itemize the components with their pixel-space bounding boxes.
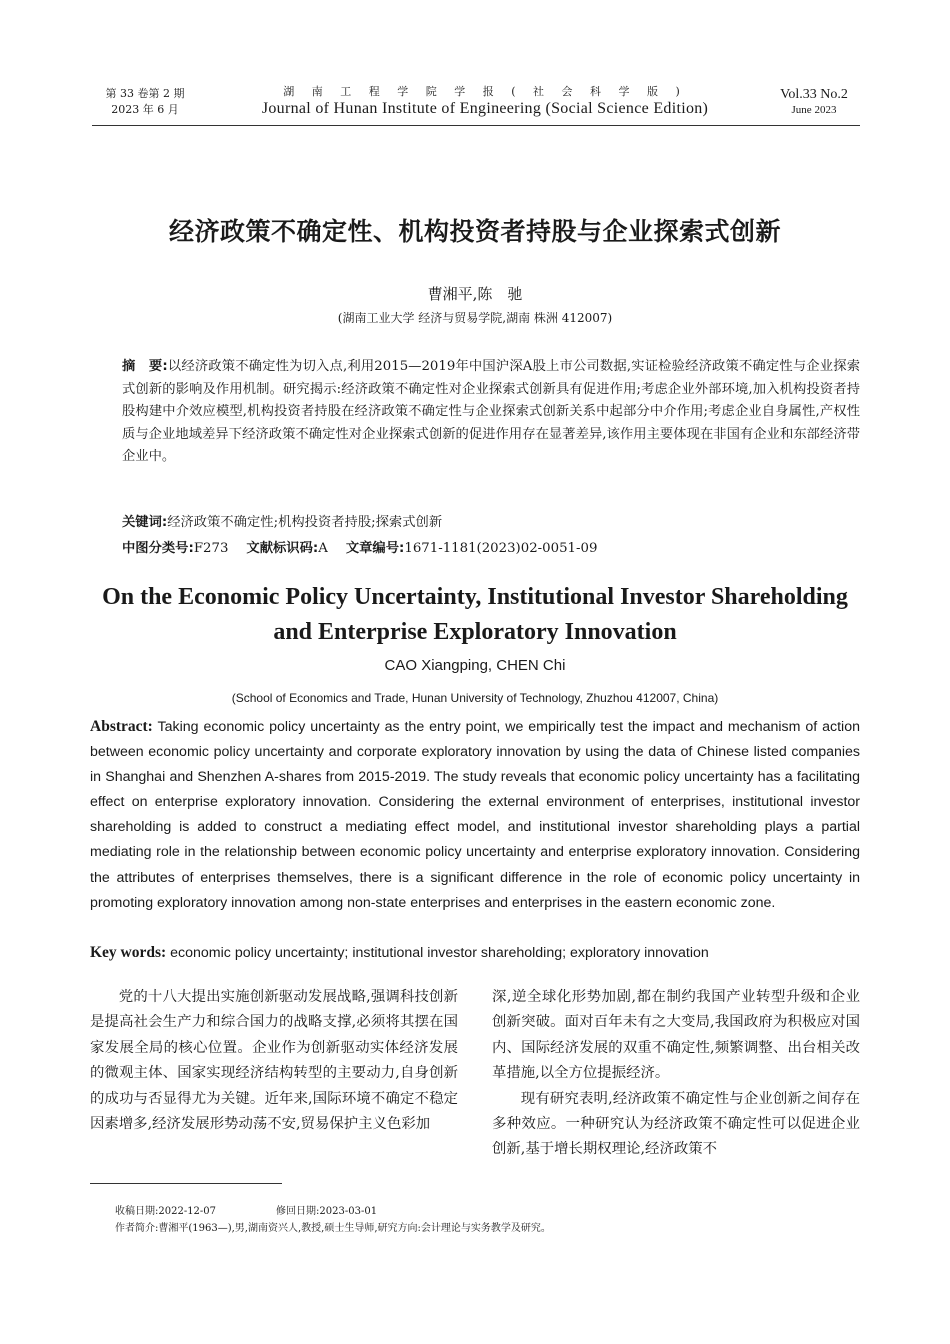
journal-issue-cn — [95, 86, 195, 118]
affiliation-en: (School of Economics and Trade, Hunan University of Technology, Zhuzhou 412007, China) — [231, 691, 719, 705]
footnote-divider — [90, 1183, 282, 1184]
issue-cn: 第 33 卷第 2 期 — [105, 87, 185, 100]
authors-en: CAO Xiangping, CHEN Chi — [384, 657, 566, 674]
header-divider — [92, 125, 860, 126]
journal-name-en: Journal of Hunan Institute of Engineering (Social Science Edition) — [261, 100, 709, 117]
date-cn: 2023 年 6 月 — [111, 103, 179, 116]
paper-title-cn: 经济政策不确定性、机构投资者持股与企业探索式创新 — [168, 217, 781, 246]
received-date: 收稿日期:2022-12-07 — [115, 1206, 217, 1217]
volume-en: Vol.33 No.2 — [780, 87, 848, 102]
revised-date: 修回日期:2023-03-01 — [276, 1206, 378, 1217]
date-en: June 2023 — [791, 104, 837, 116]
classification-line — [122, 538, 860, 560]
clc-label: 中图分类号: — [122, 541, 194, 556]
abstract-en-text: Taking economic policy uncertainty as the entry point, we empirically test the impact and mechanism of action between economic policy uncertainty and corporate exploratory innovation by using the data of Chinese listed companies in Shanghai and Shenzhen A-shares from 2015-2019. The study reveals that economic policy uncertainty has a facilitating effect on enterprise exploratory innovation. Considering the external environment of enterprises, institutional investor shareholding is added to construct a mediating effect model, and institutional investor shareholding plays a partial mediating role in the relationship between economic policy uncertainty and enterprise exploratory innovation. Considering the attributes of enterprises themselves, there is a significant difference in the role of economic policy uncertainty in promoting exploratory innovation among non-state enterprises and enterprises in the eastern economic zone. — [90, 719, 860, 911]
abstract-en-label: Abstract: — [90, 718, 153, 735]
body-paragraph: 现有研究表明,经济政策不确定性与企业创新之间存在多种效应。一种研究认为经济政策不确定性可以促进企业创新,基于增长期权理论,经济政策不 — [492, 1090, 860, 1158]
paper-title-en — [60, 580, 890, 650]
keywords-cn-label: 关键词: — [122, 515, 168, 530]
keywords-cn — [122, 512, 860, 534]
doc-code-label: 文献标识码: — [246, 541, 319, 556]
abstract-en — [90, 714, 860, 916]
body-column-left — [90, 985, 458, 1137]
abstract-cn — [122, 356, 860, 469]
body-column-right — [492, 985, 860, 1163]
author-bio: 作者简介:曹湘平(1963—),男,湖南资兴人,教授,硕士生导师,研究方向:会计理论与实务教学及研究。 — [115, 1223, 551, 1234]
authors-cn: 曹湘平,陈 驰 — [427, 285, 523, 303]
affiliation-cn: (湖南工业大学 经济与贸易学院,湖南 株洲 412007) — [337, 311, 613, 325]
article-no-value: 1671-1181(2023)02-0051-09 — [404, 541, 598, 556]
keywords-cn-text: 经济政策不确定性;机构投资者持股;探索式创新 — [167, 515, 443, 530]
doc-code-value: A — [318, 541, 328, 556]
journal-name — [230, 84, 740, 119]
footnote-dates — [115, 1203, 551, 1220]
keywords-en-label: Key words: — [90, 944, 167, 961]
article-no-label: 文章编号: — [345, 541, 405, 556]
journal-name-cn: 湖 南 工 程 学 院 学 报 ( 社 会 科 学 版 ) — [283, 85, 687, 98]
paper-title-en-line2: and Enterprise Exploratory Innovation — [273, 619, 677, 645]
abstract-cn-text: 以经济政策不确定性为切入点,利用2015—2019年中国沪深A股上市公司数据,实证检验经济政策不确定性与企业探索式创新的影响及作用机制。研究揭示:经济政策不确定性对企业探索式创新具有促进作用;考虑企业外部环境,加入机构投资者持股构建中介效应模型,机构投资者持股在经济政策不确定性与企业探索式创新关系中起部分中介作用;考虑企业自身属性,产权性质与企业地域差异下经济政策不确定性对企业探索式创新的促进作用存在显著差异,该作用主要体现在非国有企业和东部经济带企业中。 — [122, 359, 861, 464]
journal-issue-en — [770, 86, 858, 118]
clc-value: F273 — [193, 541, 229, 556]
body-paragraph: 深,逆全球化形势加剧,都在制约我国产业转型升级和企业创新突破。面对百年未有之大变局,我国政府为积极应对国内、国际经济发展的双重不确定性,频繁调整、出台相关改革措施,以全方位提振经济。 — [492, 989, 860, 1082]
paper-title-en-line1: On the Economic Policy Uncertainty, Institutional Investor Shareholding — [102, 584, 848, 610]
keywords-en-text: economic policy uncertainty; institutional investor shareholding; exploratory innovation — [170, 945, 709, 961]
footnote — [115, 1203, 551, 1237]
keywords-en — [90, 940, 860, 966]
abstract-cn-label: 摘 要: — [122, 359, 168, 374]
body-paragraph: 党的十八大提出实施创新驱动发展战略,强调科技创新是提高社会生产力和综合国力的战略支撑,必须将其摆在国家发展全局的核心位置。企业作为创新驱动实体经济发展的微观主体、国家实现经济结构转型的主要动力,自身创新的成功与否显得尤为关键。近年来,国际环境不确定不稳定因素增多,经济发展形势动荡不安,贸易保护主义色彩加 — [90, 989, 458, 1133]
